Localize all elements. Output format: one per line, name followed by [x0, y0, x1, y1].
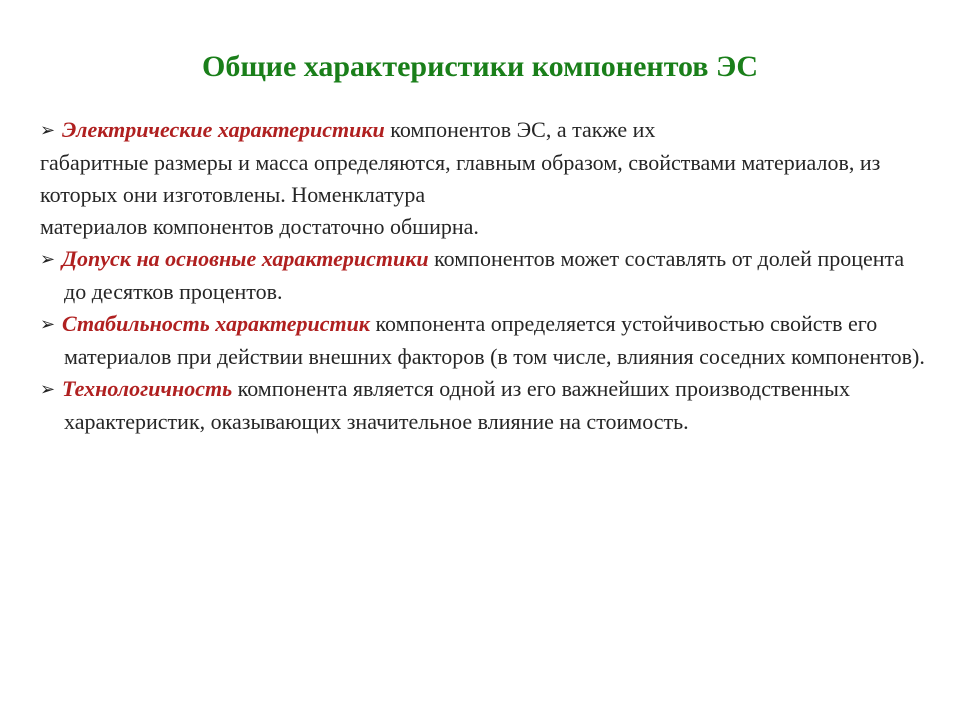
- text-dimensions: габаритные размеры и масса определяются, главным образом, свойствами материалов, из которых они изготовлены. Номенклатура: [40, 150, 881, 207]
- bullet-electrical: [40, 114, 930, 147]
- term-electrical: Электрические характеристики: [62, 117, 385, 142]
- text-tolerance: компонентов может составлять от долей процента до десятков процентов.: [64, 246, 905, 304]
- slide-title: Общие характеристики компонентов ЭС: [202, 50, 758, 83]
- arrow-bullet-icon: ➢: [40, 249, 56, 270]
- paragraph-dimensions: [40, 147, 930, 211]
- bullet-stability: [40, 308, 930, 373]
- bullet-manufacturability: [40, 373, 930, 438]
- text-electrical: компонентов ЭС, а также их: [384, 117, 656, 142]
- term-manufacturability: Технологичность: [62, 376, 233, 401]
- term-stability: Стабильность характеристик: [62, 311, 370, 336]
- text-stability: компонента определяется устойчивостью свойств его материалов при действии внешних факторов (в том числе, влияния соседних компонентов).: [64, 311, 925, 369]
- paragraph-materials: [40, 211, 930, 243]
- term-tolerance: Допуск на основные характеристики: [62, 246, 429, 271]
- arrow-bullet-icon: ➢: [40, 120, 56, 141]
- text-manufacturability: компонента является одной из его важнейших производственных характеристик, оказывающих значительное влияние на стоимость.: [64, 376, 850, 434]
- arrow-bullet-icon: ➢: [40, 379, 56, 400]
- bullet-tolerance: [40, 243, 930, 308]
- arrow-bullet-icon: ➢: [40, 314, 56, 335]
- text-materials: материалов компонентов достаточно обширна.: [40, 214, 479, 239]
- slide-body: [40, 114, 930, 438]
